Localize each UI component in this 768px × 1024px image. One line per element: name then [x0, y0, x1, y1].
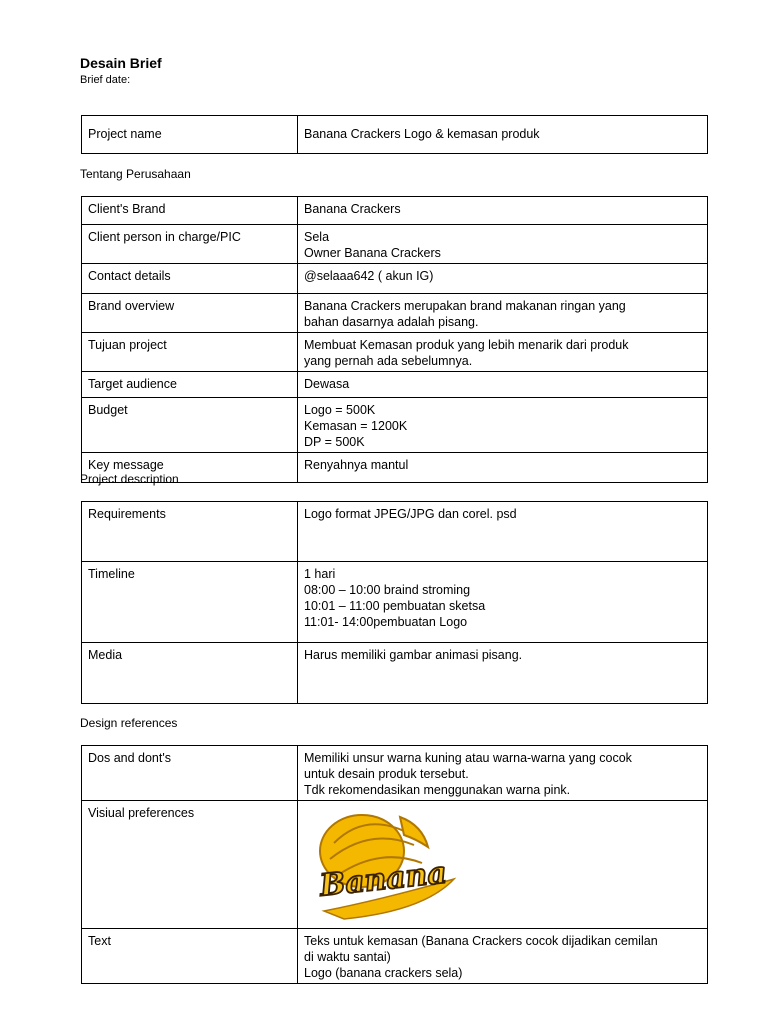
table-cell-label: Text: [82, 929, 298, 984]
table-cell-value: 1 hari 08:00 – 10:00 braind stroming 10:01 – 11:00 pembuatan sketsa 11:01- 14:00pembuatan Logo: [298, 562, 708, 643]
table-cell-label: Target audience: [82, 372, 298, 398]
references-heading: Design references: [80, 716, 178, 730]
table-row: [82, 502, 708, 562]
project-name-label: Project name: [82, 116, 298, 154]
table-cell-value: [298, 801, 708, 929]
table-cell-label: Requirements: [82, 502, 298, 562]
table-row: [82, 801, 708, 929]
description-heading: Project description: [80, 472, 179, 486]
table-row: [82, 643, 708, 704]
table-cell-value: Logo = 500K Kemasan = 1200K DP = 500K: [298, 398, 708, 453]
table-cell-value: @selaaa642 ( akun IG): [298, 264, 708, 294]
references-table: [81, 745, 708, 984]
table-cell-label: Tujuan project: [82, 333, 298, 372]
table-row: [82, 929, 708, 984]
table-cell-label: Contact details: [82, 264, 298, 294]
table-row: [82, 372, 708, 398]
table-cell-value: Dewasa: [298, 372, 708, 398]
table-cell-value: Renyahnya mantul: [298, 453, 708, 483]
banana-logo-text: Banana: [318, 855, 449, 904]
table-row: [82, 294, 708, 333]
table-cell-label: Client person in charge/PIC: [82, 225, 298, 264]
banana-logo-svg: [304, 803, 464, 927]
table-cell-label: Dos and dont's: [82, 746, 298, 801]
table-cell-label: Visiual preferences: [82, 801, 298, 929]
table-row: [82, 562, 708, 643]
banana-logo-image: [304, 803, 464, 927]
table-row: [82, 746, 708, 801]
table-cell-value: Banana Crackers merupakan brand makanan ringan yang bahan dasarnya adalah pisang.: [298, 294, 708, 333]
table-row: [82, 333, 708, 372]
table-cell-value: Logo format JPEG/JPG dan corel. psd: [298, 502, 708, 562]
table-cell-value: Teks untuk kemasan (Banana Crackers cocok dijadikan cemilan di waktu santai) Logo (banana crackers sela): [298, 929, 708, 984]
table-row: [82, 398, 708, 453]
table-cell-label: Budget: [82, 398, 298, 453]
table-cell-label: Media: [82, 643, 298, 704]
table-cell-label: Timeline: [82, 562, 298, 643]
page-title: Desain Brief: [80, 55, 162, 71]
company-heading: Tentang Perusahaan: [80, 167, 191, 181]
table-cell-value: Sela Owner Banana Crackers: [298, 225, 708, 264]
table-cell-value: Harus memiliki gambar animasi pisang.: [298, 643, 708, 704]
table-row: [82, 264, 708, 294]
table-row: [82, 225, 708, 264]
project-name-value: Banana Crackers Logo & kemasan produk: [298, 116, 708, 154]
company-table: [81, 196, 708, 483]
table-row: [82, 116, 708, 154]
table-cell-value: Memiliki unsur warna kuning atau warna-warna yang cocok untuk desain produk tersebut. Tdk rekomendasikan menggunakan warna pink.: [298, 746, 708, 801]
brief-date-label: Brief date:: [80, 74, 131, 86]
table-cell-value: Membuat Kemasan produk yang lebih menarik dari produk yang pernah ada sebelumnya.: [298, 333, 708, 372]
table-row: [82, 197, 708, 225]
table-cell-label: Client's Brand: [82, 197, 298, 225]
description-table: [81, 501, 708, 704]
project-table: [81, 115, 708, 154]
table-cell-label: Key message: [82, 453, 298, 483]
table-cell-label: Brand overview: [82, 294, 298, 333]
table-cell-value: Banana Crackers: [298, 197, 708, 225]
